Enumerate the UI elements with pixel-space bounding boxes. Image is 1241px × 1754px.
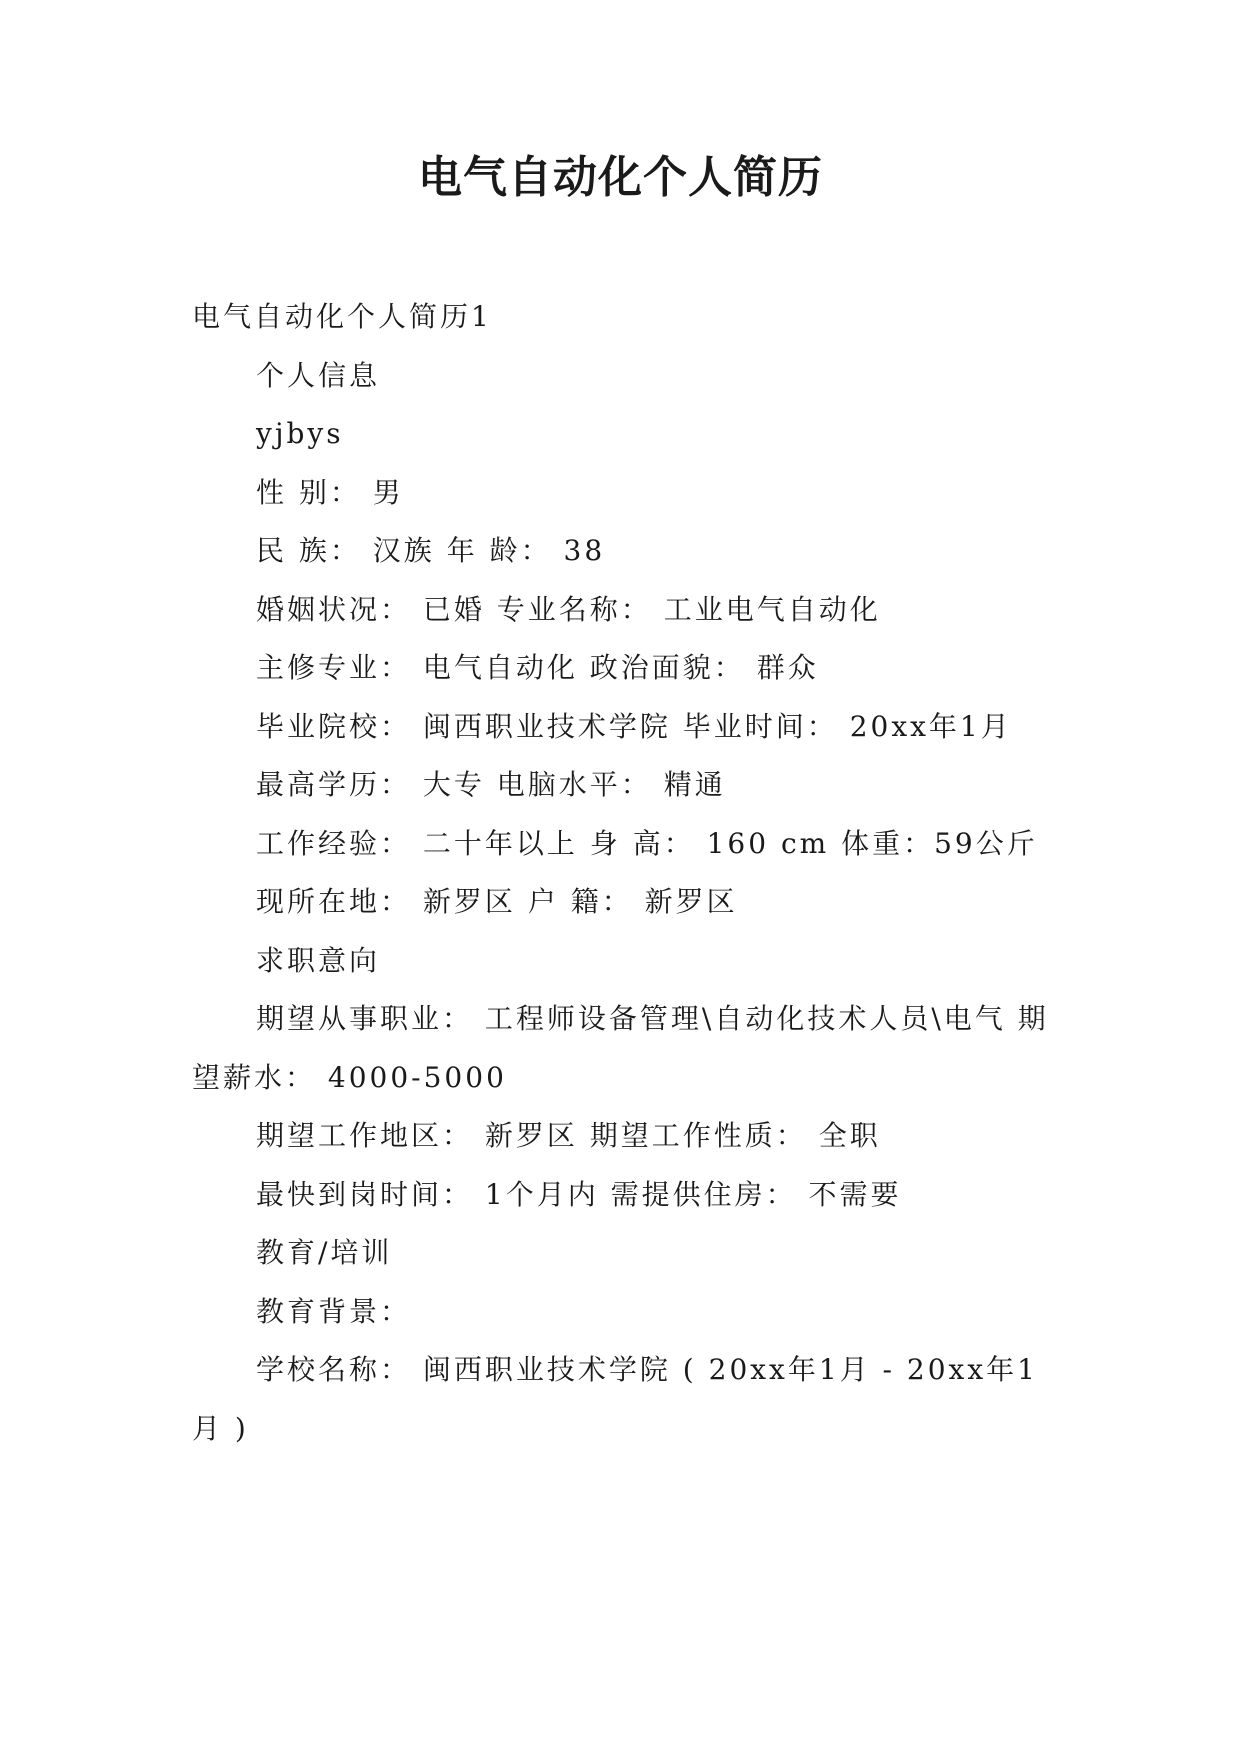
paragraph-experience-height: 工作经验： 二十年以上 身 高： 160 cm 体重：59公斤 [256, 826, 1038, 860]
section-education-training: 教育/培训 [256, 1236, 393, 1269]
paragraph-school-name: 学校名称： 闽西职业技术学院 ( 20xx年1月 - 20xx年1月 ) [192, 1353, 1038, 1445]
section-personal-info: 个人信息 [256, 358, 381, 392]
document-title: 电气自动化个人简历 [418, 152, 823, 203]
paragraph-education-background: 教育背景： [256, 1294, 412, 1328]
paragraph-marital-major: 婚姻状况： 已婚 专业名称： 工业电气自动化 [256, 592, 881, 626]
paragraph-location: 现所在地： 新罗区 户 籍： 新罗区 [256, 885, 738, 918]
paragraph-desired-area-type: 期望工作地区： 新罗区 期望工作性质： 全职 [256, 1119, 881, 1152]
paragraph-major-political: 主修专业： 电气自动化 政治面貌： 群众 [256, 651, 819, 684]
paragraph-start-housing: 最快到岗时间： 1个月内 需提供住房： 不需要 [256, 1177, 902, 1211]
paragraph-ethnicity-age: 民 族： 汉族 年 龄： 38 [256, 534, 606, 567]
paragraph-school-graduation: 毕业院校： 闽西职业技术学院 毕业时间： 20xx年1月 [256, 709, 1012, 743]
section-job-intention: 求职意向 [256, 943, 381, 977]
paragraph-heading: 电气自动化个人简历1 [192, 300, 492, 333]
paragraph-gender: 性 别： 男 [256, 475, 404, 509]
paragraph-education-computer: 最高学历： 大专 电脑水平： 精通 [256, 768, 726, 801]
document-body [192, 288, 1054, 1458]
paragraph-source: yjbys [256, 417, 344, 450]
paragraph-desired-job-salary: 期望从事职业： 工程师设备管理\自动化技术人员\电气 期望薪水： 4000-5000 [192, 1002, 1049, 1094]
